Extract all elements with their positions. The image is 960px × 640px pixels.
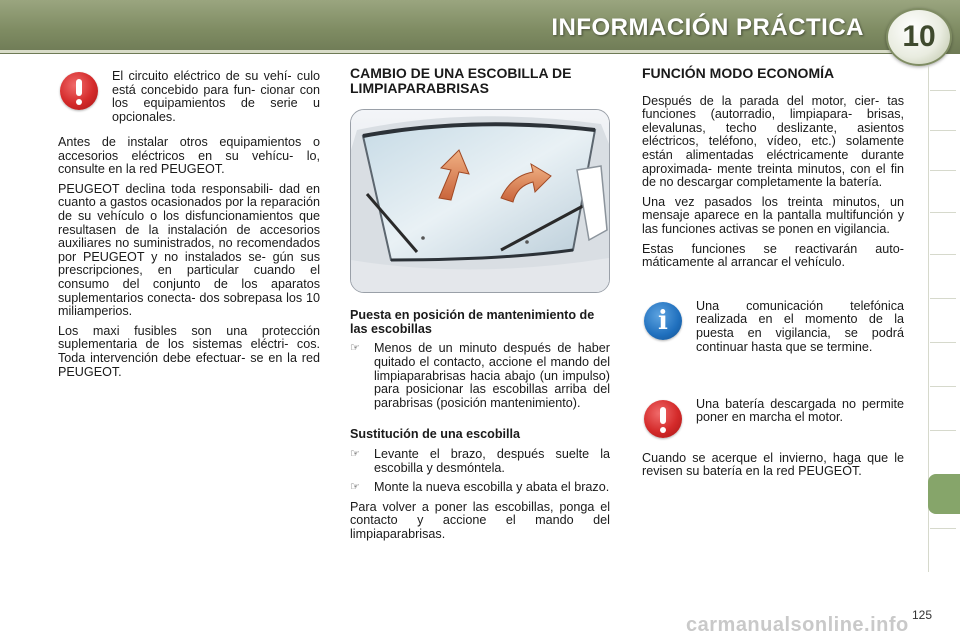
subtitle-maintenance-position: Puesta en posición de mantenimiento de las escobillas (350, 308, 595, 336)
info-icon: i (644, 302, 682, 340)
paragraph: Cuando se acerque el invierno, haga que le revisen su batería en la red PEUGEOT. (642, 450, 904, 479)
side-tab-divider (930, 298, 956, 299)
windscreen-wiper-image (351, 110, 609, 292)
instruction-step (350, 481, 610, 495)
paragraph: Estas funciones se reactivarán auto- máticamente al arrancar el vehículo. (642, 241, 904, 270)
chapter-badge: 10 (886, 8, 952, 66)
instruction-text: Monte la nueva escobilla y abata el brazo. (374, 480, 610, 495)
side-tab-divider (930, 212, 956, 213)
side-tab-divider (930, 254, 956, 255)
side-tab-divider (930, 430, 956, 431)
instruction-text: Menos de un minuto después de haber quitado el contacto, accione el mando del limpiaparabrisas hacia abajo (un impulso) para posicionar las escobillas arriba del parabrisas (posición mantenimiento). (374, 341, 610, 410)
side-tab-chapter-10[interactable] (928, 474, 960, 514)
subtitle-replacement: Sustitución de una escobilla (350, 427, 521, 442)
watermark: carmanualsonline.info (686, 614, 909, 636)
page-title: INFORMACIÓN PRÁCTICA (551, 14, 864, 41)
paragraph: Una vez pasados los treinta minutos, un mensaje aparece en la pantalla multifunción y las funciones activas se ponen en vigilancia. (642, 194, 904, 236)
pointing-hand-icon: ☞ (350, 342, 360, 355)
pointing-hand-icon: ☞ (350, 481, 360, 494)
side-tab-divider (930, 90, 956, 91)
column-right (642, 66, 904, 485)
instruction-text: Levante el brazo, después suelte la escobilla y desmóntela. (374, 446, 610, 475)
paragraph: Los maxi fusibles son una protección suplementaria de los sistemas eléctri- cos. Toda intervención debe efectuar- se en la red PEUGEOT. (58, 323, 320, 379)
side-tab-divider (930, 342, 956, 343)
exclamation-warning-icon (644, 400, 682, 438)
paragraph: Para volver a poner las escobillas, ponga el contacto y accione el mando del limpiaparabrisas. (350, 499, 610, 541)
side-tab-divider (930, 528, 956, 529)
pointing-hand-icon: ☞ (350, 447, 360, 460)
paragraph: Después de la parada del motor, cier- tas funciones (autorradio, limpiapara- brisas, elevalunas, techo deslizante, asientos eléctricos, teléfono, vídeo, etc.) solamente están alimentadas eléctricamente durante aproximada- mente treinta minutos, con el fin de no descargar completamente la batería. (642, 93, 904, 190)
info-text: Una comunicación telefónica realizada en el momento de la puesta en vigilancia, se podrá continuar hasta que se termine. (696, 298, 904, 354)
column-middle (350, 66, 610, 548)
section-title-wiper: CAMBIO DE UNA ESCOBILLA DE LIMPIAPARABRISAS (350, 65, 572, 96)
column-left (58, 70, 320, 385)
side-tab-divider (930, 386, 956, 387)
warning-text: Una batería descargada no permite poner en marcha el motor. (696, 396, 904, 425)
instruction-step (350, 448, 610, 475)
side-tab-divider (930, 170, 956, 171)
phone-info-note (642, 300, 904, 374)
paragraph: PEUGEOT declina toda responsabili- dad en cuanto a gastos ocasionados por la reparación de su vehículo o los disfuncionamientos que resultasen de la instalación de accesorios auxiliares no suministrados, no recomendados por PEUGEOT y no instalados se- gún sus prescripciones, en particular cuando el consumo del conjunto de los aparatos suplementarios conecta- dos sobrepasa los 10 miliamperios. (58, 181, 320, 319)
warning-text: El circuito eléctrico de su vehí- culo está concebido para fun- cionar con los equipamientos de serie u opcionales. (112, 69, 320, 124)
battery-warning (642, 398, 904, 446)
windscreen-illustration (350, 109, 610, 293)
section-title-economy-mode: FUNCIÓN MODO ECONOMÍA (642, 65, 835, 81)
side-tab-divider (930, 130, 956, 131)
paragraph: Antes de instalar otros equipamientos o accesorios eléctricos en su vehícu- lo, consulte en la red PEUGEOT. (58, 135, 320, 177)
header-line (0, 50, 900, 53)
instruction-step (350, 342, 610, 410)
page-number: 125 (912, 608, 933, 622)
electrical-warning (58, 70, 320, 130)
exclamation-warning-icon (60, 72, 98, 110)
